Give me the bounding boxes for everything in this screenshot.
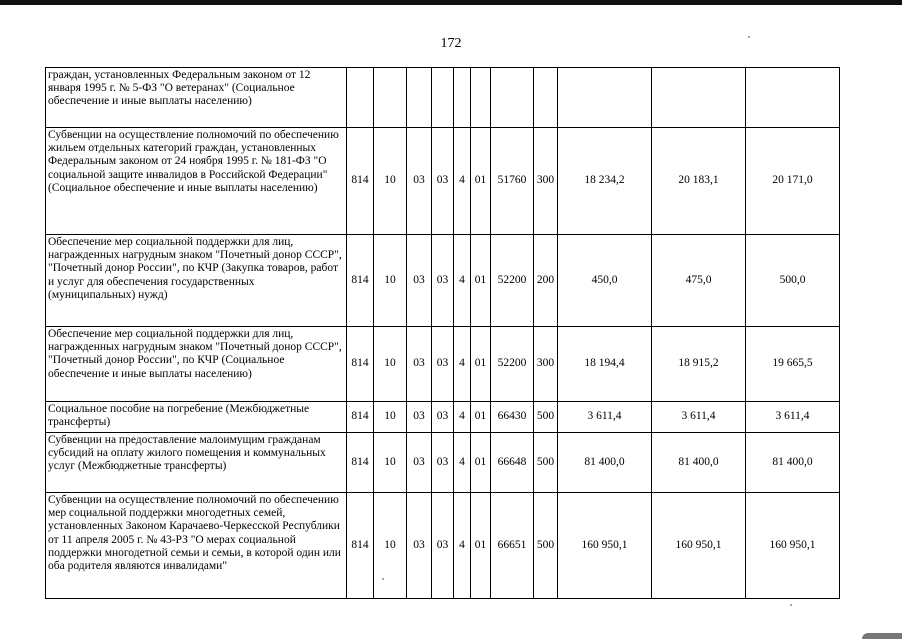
cell-subsection-code: 03 [407,433,432,493]
cell-amount-2016: 18 194,4 [558,327,652,402]
cell-program-code: 03 [432,402,454,433]
cell-ministry-code: 814 [347,327,374,402]
row-description: Обеспечение мер социальной поддержки для лиц, награжденных нагрудным знаком "Почетный донор СССР", "Почетный донор России", по КЧР (Социальное обеспечение и иные выплаты населению) [46,327,347,402]
cell-direction-code: 66430 [491,402,534,433]
cell-ministry-code: 814 [347,235,374,327]
cell-program-code: 03 [432,128,454,235]
cell-ministry-code [347,68,374,128]
row-description: Субвенции на осуществление полномочий по обеспечению жильем отдельных категорий граждан, установленных Федеральным законом от 24 ноября 1995 г. № 181-ФЗ "О социальной защите инвалидов в Российской Федерации" (Социальное обеспечение и иные выплаты населению) [46,128,347,235]
cell-program-code [432,68,454,128]
cell-program-code: 03 [432,493,454,599]
cell-amount-2016: 81 400,0 [558,433,652,493]
cell-main-event-code: 01 [471,327,491,402]
cell-direction-code: 51760 [491,128,534,235]
cell-amount-2016: 3 611,4 [558,402,652,433]
cell-subprogram-code: 4 [454,433,471,493]
cell-subsection-code [407,68,432,128]
cell-subsection-code: 03 [407,402,432,433]
cell-amount-2017: 20 183,1 [652,128,746,235]
page-number: 172 [440,36,462,51]
cell-amount-2017: 3 611,4 [652,402,746,433]
cell-subprogram-code: 4 [454,402,471,433]
cell-amount-2016: 160 950,1 [558,493,652,599]
cell-program-code: 03 [432,327,454,402]
cell-subprogram-code: 4 [454,128,471,235]
cell-direction-code: 66648 [491,433,534,493]
cell-amount-2017: 160 950,1 [652,493,746,599]
cell-amount-2018: 20 171,0 [746,128,840,235]
table-row [46,433,840,493]
cell-section-code: 10 [374,128,407,235]
cell-section-code: 10 [374,235,407,327]
cell-ministry-code: 814 [347,402,374,433]
table-row [46,68,840,128]
cell-subprogram-code [454,68,471,128]
cell-main-event-code: 01 [471,493,491,599]
cell-ministry-code: 814 [347,433,374,493]
table-row [46,235,840,327]
scan-speck [790,604,792,606]
cell-amount-2018: 3 611,4 [746,402,840,433]
cell-expense-type-code [534,68,558,128]
table-body [46,68,840,599]
cell-main-event-code: 01 [471,433,491,493]
cell-main-event-code: 01 [471,235,491,327]
cell-expense-type-code: 500 [534,433,558,493]
cell-direction-code: 52200 [491,235,534,327]
cell-program-code: 03 [432,235,454,327]
row-description: Социальное пособие на погребение (Межбюджетные трансферты) [46,402,347,433]
cell-section-code [374,68,407,128]
cell-section-code: 10 [374,433,407,493]
scan-corner-smudge [862,633,902,639]
cell-direction-code: 66651 [491,493,534,599]
cell-section-code: 10 [374,327,407,402]
cell-expense-type-code: 500 [534,493,558,599]
table-row [46,128,840,235]
cell-expense-type-code: 500 [534,402,558,433]
cell-subprogram-code: 4 [454,493,471,599]
cell-program-code: 03 [432,433,454,493]
cell-subprogram-code: 4 [454,327,471,402]
table-row [46,493,840,599]
cell-subsection-code: 03 [407,128,432,235]
cell-amount-2016: 18 234,2 [558,128,652,235]
cell-amount-2017 [652,68,746,128]
cell-subsection-code: 03 [407,493,432,599]
row-description: граждан, установленных Федеральным законом от 12 января 1995 г. № 5-ФЗ "О ветеранах" (Социальное обеспечение и иные выплаты населению) [46,68,347,128]
cell-amount-2018: 160 950,1 [746,493,840,599]
cell-amount-2017: 81 400,0 [652,433,746,493]
cell-main-event-code [471,68,491,128]
scan-speck [382,578,384,580]
scan-speck [748,36,750,38]
row-description: Обеспечение мер социальной поддержки для лиц, награжденных нагрудным знаком "Почетный донор СССР", "Почетный донор России", по КЧР (Закупка товаров, работ и услуг для обеспечения государственных (муниципальных) нужд) [46,235,347,327]
cell-ministry-code: 814 [347,493,374,599]
cell-main-event-code: 01 [471,128,491,235]
cell-expense-type-code: 300 [534,128,558,235]
cell-amount-2016 [558,68,652,128]
cell-expense-type-code: 300 [534,327,558,402]
cell-subprogram-code: 4 [454,235,471,327]
table-row [46,327,840,402]
cell-amount-2017: 18 915,2 [652,327,746,402]
cell-direction-code: 52200 [491,327,534,402]
cell-ministry-code: 814 [347,128,374,235]
row-description: Субвенции на осуществление полномочий по обеспечению мер социальной поддержки многодетных семей, установленных Законом Карачаево-Черкесской Республики от 11 апреля 2005 г. № 43-РЗ "О мерах социальной поддержки многодетной семьи и семьи, в которой один или оба родителя являются инвалидами" [46,493,347,599]
cell-section-code: 10 [374,402,407,433]
cell-subsection-code: 03 [407,235,432,327]
row-description: Субвенции на предоставление малоимущим гражданам субсидий на оплату жилого помещения и коммунальных услуг (Межбюджетные трансферты) [46,433,347,493]
cell-amount-2018: 500,0 [746,235,840,327]
budget-table [45,67,840,599]
cell-main-event-code: 01 [471,402,491,433]
cell-direction-code [491,68,534,128]
cell-expense-type-code: 200 [534,235,558,327]
cell-amount-2018: 81 400,0 [746,433,840,493]
cell-amount-2016: 450,0 [558,235,652,327]
table-row [46,402,840,433]
cell-amount-2017: 475,0 [652,235,746,327]
cell-amount-2018: 19 665,5 [746,327,840,402]
cell-section-code: 10 [374,493,407,599]
cell-amount-2018 [746,68,840,128]
scan-top-edge [0,0,902,5]
cell-subsection-code: 03 [407,327,432,402]
